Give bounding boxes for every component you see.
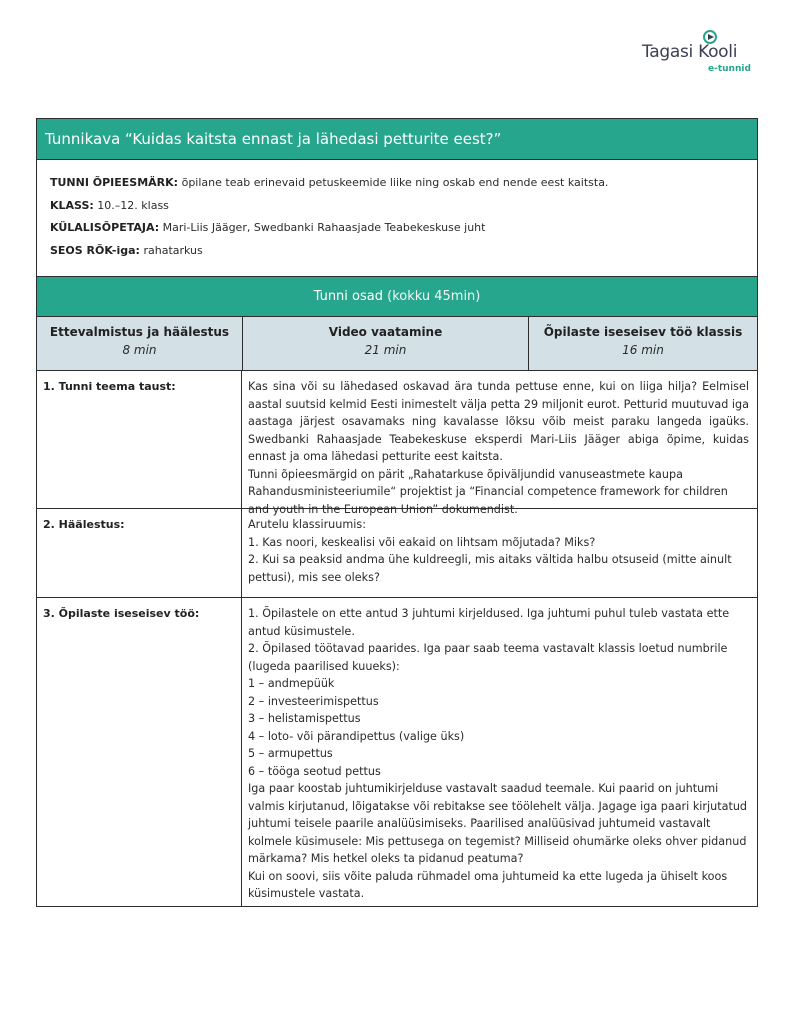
tagasi-kooli-logo [640, 30, 760, 80]
phase-row [37, 317, 757, 371]
phase-name: Õpilaste iseseisev töö klassis [543, 325, 743, 339]
section-warmup [37, 509, 757, 598]
phase-video [242, 317, 528, 370]
phase-time: 16 min [622, 343, 664, 357]
goal-line [50, 172, 744, 195]
section-label: 3. Õpilaste iseseisev töö: [37, 598, 242, 906]
paragraph: Arutelu klassiruumis: [248, 518, 366, 531]
list-item: 2 – investeerimispettus [248, 694, 379, 708]
parts-total: (kokku 45min) [382, 289, 481, 304]
paragraph: 2. Õpilased töötavad paarides. Iga paar saab teema vastavalt klassis loetud numbrile (lugeda paarilised kuueks): [248, 642, 728, 673]
goal-label: TUNNI ÕPIEESMÄRK: [50, 176, 179, 189]
section-label: 1. Tunni teema taust: [37, 371, 242, 508]
lesson-meta [37, 160, 757, 277]
class-value: 10.–12. klass [93, 198, 169, 212]
list-item: 6 – tööga seotud pettus [248, 764, 381, 778]
guest-line [50, 217, 744, 240]
curriculum-line [50, 240, 744, 263]
class-label: KLASS: [50, 198, 94, 212]
section-background [37, 371, 757, 516]
class-line [50, 195, 744, 218]
goal-value: õpilane teab erinevaid petuskeemide liike ning oskab end nende eest kaitsta. [178, 176, 609, 189]
paragraph: 1. Kas noori, keskealisi või eakaid on lihtsam mõjutada? Miks? [248, 535, 596, 549]
list-item: 4 – loto- või pärandipettus (valige üks) [248, 729, 465, 743]
lesson-parts-header [37, 277, 757, 317]
section-content [242, 598, 757, 906]
phase-name: Video vaatamine [328, 325, 443, 339]
list-item: 5 – armupettus [248, 747, 333, 760]
list-item: 3 – helistamispettus [248, 712, 361, 725]
phase-preparation [37, 317, 242, 370]
curriculum-value: rahatarkus [139, 243, 203, 257]
paragraph: Kui on soovi, siis võite paluda rühmadel oma juhtumeid ka ette lugeda ja ühiselt koos küsimustele vastata. [248, 869, 728, 900]
paragraph: 1. Õpilastele on ette antud 3 juhtumi kirjeldused. Iga juhtumi puhul tuleb vastata ette antud küsimustele. [248, 607, 730, 638]
phase-time: 8 min [122, 343, 157, 357]
parts-title: Tunni osad [313, 289, 383, 304]
list-item: 1 – andmepüük [248, 677, 335, 690]
section-content [242, 371, 757, 516]
paragraph: 2. Kui sa peaksid andma ühe kuldreegli, mis aitaks vältida halbu otsuseid (mitte ainult pettusi), mis see oleks? [248, 553, 732, 584]
lesson-title: Tunnikava “Kuidas kaitsta ennast ja lähedasi petturite eest?” [37, 119, 757, 160]
logo-subtitle: e-tunnid [708, 64, 751, 74]
curriculum-label: SEOS RÕK-iga: [50, 243, 140, 257]
logo-name: Tagasi Kooli [642, 42, 738, 62]
section-content [242, 509, 757, 597]
lesson-plan-table [36, 118, 758, 907]
paragraph: Kas sina või su lähedased oskavad ära tunda pettuse enne, kui on liiga hilja? Eelmisel aastal suutsid kelmid Eesti inimestelt välja petta 29 miljonit eurot. Petturid muutuvad iga aastaga järjest osavamaks ning kavalasse lõksu võib meist paraku langeda igaüks. Swedbanki Rahaasjade Teabekeskuse eksperdi Mari-Liis Jääger abiga õpime, kuidas ennast ja oma lähedasi petturite eest kaitsta. [248, 380, 749, 463]
section-independent-work [37, 598, 757, 906]
paragraph: Tunni õpieesmärgid on pärit „Rahatarkuse õpiväljundid vanuseastmete kaupa Rahandusministeeriumile“ projektist ja “Financial competence framework for children and youth in the European Union” dokumendist. [248, 467, 728, 516]
phase-name: Ettevalmistus ja häälestus [49, 325, 230, 339]
section-label: 2. Häälestus: [37, 509, 242, 597]
phase-independent-work [528, 317, 757, 370]
guest-value: Mari-Liis Jääger, Swedbanki Rahaasjade Teabekeskuse juht [159, 221, 486, 234]
phase-time: 21 min [364, 343, 407, 357]
guest-label: KÜLALISÕPETAJA: [50, 221, 160, 234]
paragraph: Iga paar koostab juhtumikirjelduse vastavalt saadud teemale. Kui paarid on juhtumi valmis kirjutanud, lõigatakse või rebitakse see töölehelt välja. Jagage iga paari kirjutatud juhtumi teisele paarile analüüsimiseks. Paarilised analüüsivad juhtumeid vastavalt kolmele küsimusele: Mis pettusega on tegemist? Milliseid ohumärke oleks ohver pidanud märkama? Mis hetkel oleks ta pidanud peatuma? [248, 782, 748, 865]
